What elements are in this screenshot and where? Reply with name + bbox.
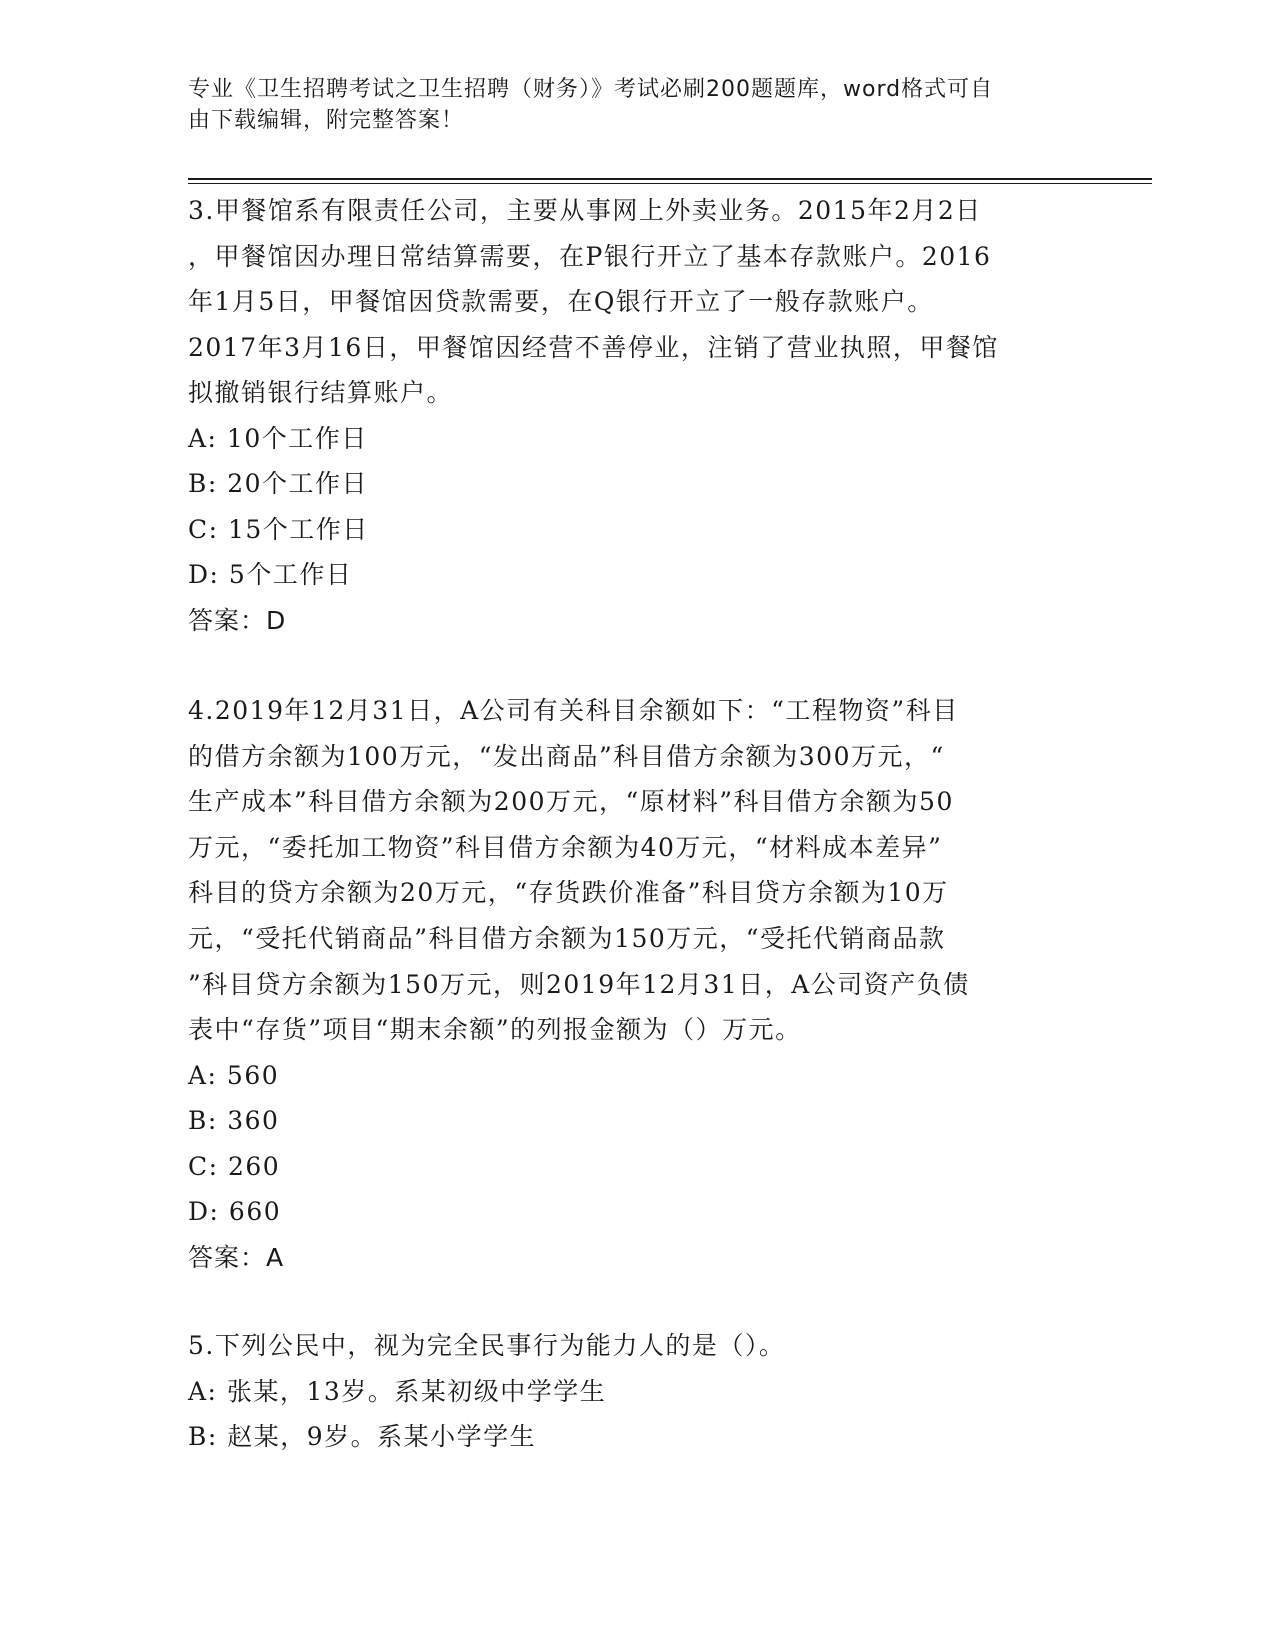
question-4-option-c: C: 260 <box>188 1151 281 1181</box>
question-4-line-4: 万元，“委托加工物资”科目借方余额为40万元，“材料成本差异” <box>188 832 943 862</box>
question-3-line-5: 拟撤销银行结算账户。 <box>188 378 454 408</box>
header-line-1: 专业《卫生招聘考试之卫生招聘（财务）》考试必刷200题题库，word格式可自 <box>188 77 994 102</box>
question-5 <box>188 1323 1088 1460</box>
question-4-line-6: 元，“受托代销商品”科目借方余额为150万元，“受托代销商品款 <box>188 923 946 953</box>
question-4-line-2: 的借方余额为100万元，“发出商品”科目借方余额为300万元，“ <box>188 741 945 771</box>
document-header <box>188 74 1068 136</box>
header-line-2: 由下载编辑，附完整答案！ <box>188 108 465 133</box>
question-3-line-2: ，甲餐馆因办理日常结算需要，在P银行开立了基本存款账户。2016 <box>188 241 992 271</box>
question-5-option-b: B: 赵某，9岁。系某小学学生 <box>188 1422 537 1452</box>
question-4-line-1: 4.2019年12月31日，A公司有关科目余额如下：“工程物资”科目 <box>188 696 959 725</box>
question-3-option-c: C: 15个工作日 <box>188 514 369 544</box>
question-4 <box>188 688 1088 1281</box>
question-4-option-a: A: 560 <box>188 1060 280 1090</box>
question-3-option-a: A: 10个工作日 <box>188 423 368 453</box>
question-4-option-b: B: 360 <box>188 1106 280 1136</box>
question-3-option-b: B: 20个工作日 <box>188 469 369 499</box>
question-4-line-7: ”科目贷方余额为150万元，则2019年12月31日，A公司资产负债 <box>188 969 970 999</box>
question-4-line-8: 表中“存货”项目“期末余额”的列报金额为（）万元。 <box>188 1015 802 1045</box>
question-3 <box>188 188 1088 644</box>
question-3-answer: 答案：D <box>188 605 287 635</box>
question-3-line-3: 年1月5日，甲餐馆因贷款需要，在Q银行开立了一般存款账户。 <box>188 287 934 317</box>
question-5-option-a: A: 张某，13岁。系某初级中学学生 <box>188 1376 607 1406</box>
question-3-line-4: 2017年3月16日，甲餐馆因经营不善停业，注销了营业执照，甲餐馆 <box>188 332 999 362</box>
header-divider-thin <box>188 183 1152 184</box>
question-4-option-d: D: 660 <box>188 1197 282 1227</box>
question-3-line-1: 3.甲餐馆系有限责任公司，主要从事网上外卖业务。2015年2月2日 <box>188 196 982 225</box>
question-4-line-5: 科目的贷方余额为20万元，“存货跌价准备”科目贷方余额为10万 <box>188 878 949 908</box>
question-4-answer: 答案：A <box>188 1242 285 1272</box>
question-4-line-3: 生产成本”科目借方余额为200万元，“原材料”科目借方余额为50 <box>188 787 954 817</box>
header-divider-thick <box>188 178 1152 180</box>
question-5-line-1: 5.下列公民中，视为完全民事行为能力人的是（）。 <box>188 1331 786 1360</box>
question-3-option-d: D: 5个工作日 <box>188 560 353 590</box>
